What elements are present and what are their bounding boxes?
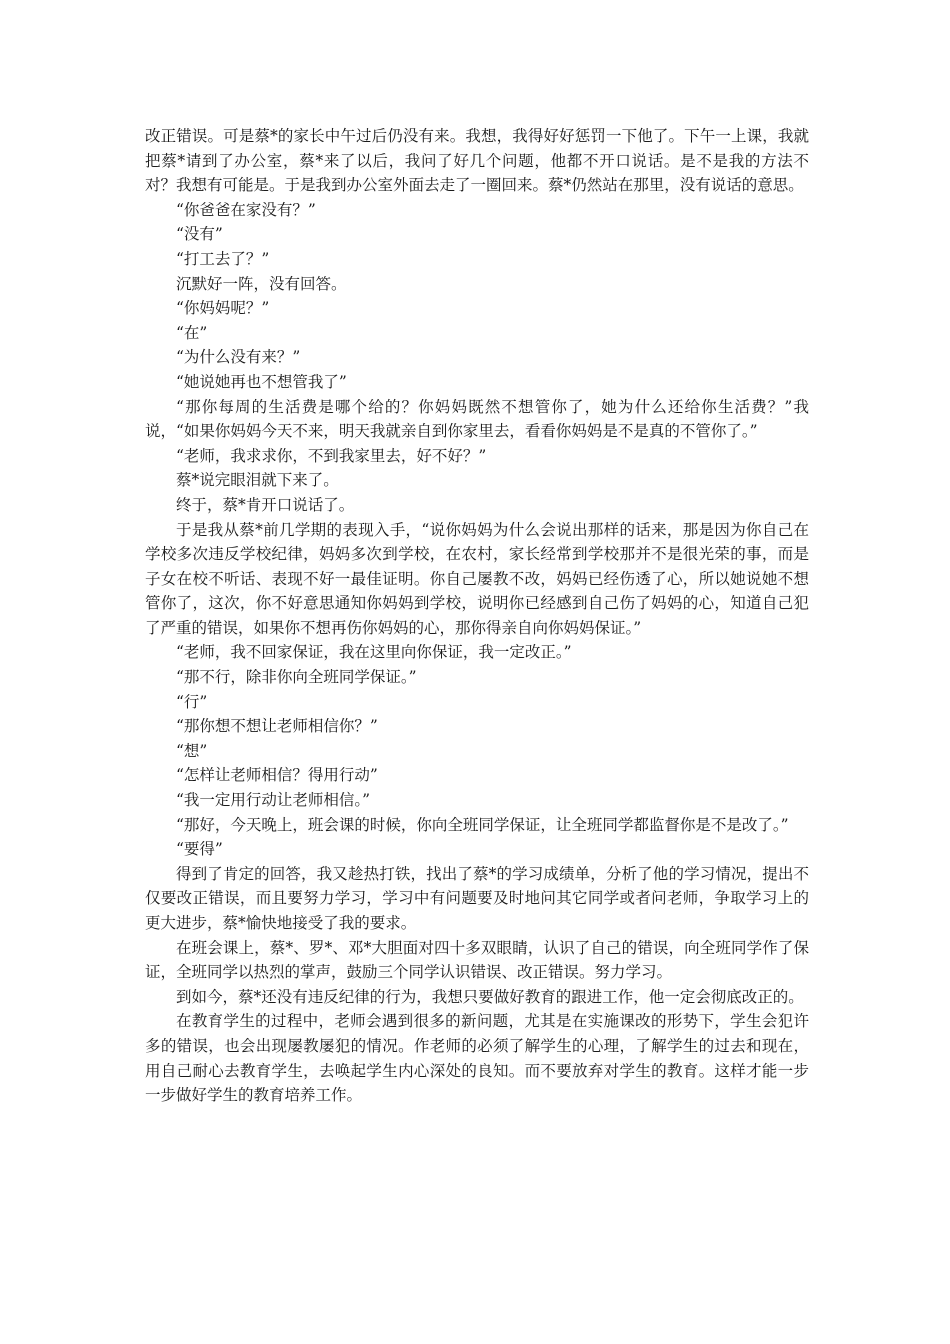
paragraph: “那好，今天晚上，班会课的时候，你向全班同学保证，让全班同学都监督你是不是改了。” xyxy=(176,815,789,834)
paragraph: “想” xyxy=(176,741,208,760)
paragraph: “她说她再也不想管我了” xyxy=(176,372,347,391)
paragraph: “老师，我求求你，不到我家里去，好不好？” xyxy=(176,446,487,465)
paragraph: “打工去了？” xyxy=(176,249,270,268)
paragraph: “要得” xyxy=(176,840,223,859)
paragraph: “没有” xyxy=(176,225,223,244)
paragraph: “行” xyxy=(176,692,208,711)
paragraph: 改正错误。可是蔡*的家长中午过后仍没有来。我想，我得好好惩罚一下他了。下午一上课，我就把蔡*请到了办公室，蔡*来了以后，我问了好几个问题，他都不开口说话。是不是我的方法不对？我想有可能是。于是我到办公室外面去走了一圈回来。蔡*仍然站在那里，没有说话的意思。 xyxy=(145,127,809,195)
paragraph: 于是我从蔡*前几学期的表现入手，“说你妈妈为什么会说出那样的话来，那是因为你自己在学校多次违反学校纪律，妈妈多次到学校，在农村，家长经常到学校那并不是很光荣的事，而是子女在校不听话、表现不好一最佳证明。你自己屡教不改，妈妈已经伤透了心，所以她说她不想管你了，这次，你不好意思通知你妈妈到学校，说明你已经感到自己伤了妈妈的心，知道自己犯了严重的错误，如果你不想再伤你妈妈的心，那你得亲自向你妈妈保证。” xyxy=(145,520,809,637)
paragraph: 到如今，蔡*还没有违反纪律的行为，我想只要做好教育的跟进工作，他一定会彻底改正的。 xyxy=(176,987,804,1006)
paragraph: 蔡*说完眼泪就下来了。 xyxy=(176,471,339,490)
paragraph: 在班会课上，蔡*、罗*、邓*大胆面对四十多双眼睛，认识了自己的错误，向全班同学作了保证，全班同学以热烈的掌声，鼓励三个同学认识错误、改正错误。努力学习。 xyxy=(145,938,809,982)
paragraph: 得到了肯定的回答，我又趁热打铁，找出了蔡*的学习成绩单，分析了他的学习情况，提出不仅要改正错误，而且要努力学习，学习中有问题要及时地问其它同学或者问老师，争取学习上的更大进步，蔡*愉快地接受了我的要求。 xyxy=(145,864,809,932)
paragraph: “为什么没有来？” xyxy=(176,348,301,367)
paragraph: “怎样让老师相信？得用行动” xyxy=(176,766,378,785)
document-body xyxy=(145,124,809,1108)
paragraph: “老师，我不回家保证，我在这里向你保证，我一定改正。” xyxy=(176,643,572,662)
paragraph: 沉默好一阵，没有回答。 xyxy=(176,274,347,293)
paragraph: “那你想不想让老师相信你？” xyxy=(176,717,378,736)
paragraph: “你妈妈呢？” xyxy=(176,299,270,318)
paragraph: “那你每周的生活费是哪个给的？你妈妈既然不想管你了，她为什么还给你生活费？”我说，“如果你妈妈今天不来，明天我就亲自到你家里去，看看你妈妈是不是真的不管你了。” xyxy=(145,397,809,441)
paragraph: 在教育学生的过程中，老师会遇到很多的新问题，尤其是在实施课改的形势下，学生会犯许多的错误，也会出现屡教屡犯的情况。作老师的必须了解学生的心理，了解学生的过去和现在，用自己耐心去教育学生，去唤起学生内心深处的良知。而不要放弃对学生的教育。这样才能一步一步做好学生的教育培养工作。 xyxy=(145,1012,809,1105)
paragraph: “我一定用行动让老师相信。” xyxy=(176,791,371,810)
paragraph: “在” xyxy=(176,323,208,342)
paragraph: “那不行，除非你向全班同学保证。” xyxy=(176,668,417,687)
paragraph: 终于，蔡*肯开口说话了。 xyxy=(176,495,355,514)
paragraph: “你爸爸在家没有？” xyxy=(176,200,316,219)
